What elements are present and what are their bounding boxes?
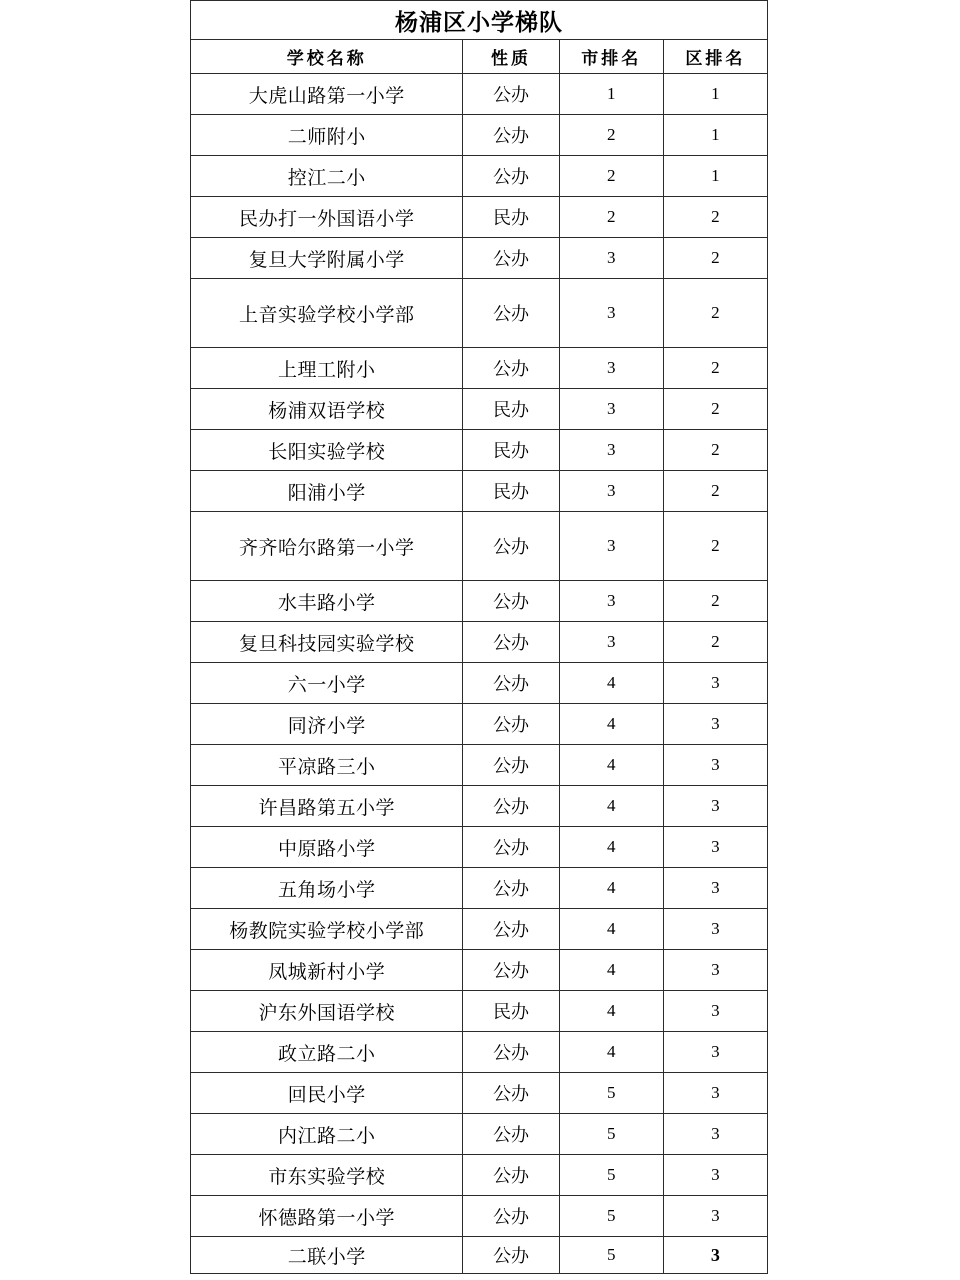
- cell-school-type: 公办: [463, 827, 559, 868]
- cell-district-rank: 3: [663, 663, 767, 704]
- cell-district-rank: 3: [663, 909, 767, 950]
- cell-school-name: 控江二小: [191, 156, 463, 197]
- table-row: [191, 1032, 768, 1073]
- cell-school-name: 上理工附小: [191, 348, 463, 389]
- cell-school-type: 公办: [463, 115, 559, 156]
- cell-district-rank: 1: [663, 115, 767, 156]
- cell-district-rank: 3: [663, 827, 767, 868]
- cell-city-rank: 3: [559, 389, 663, 430]
- cell-district-rank: 2: [663, 430, 767, 471]
- table-row: [191, 156, 768, 197]
- cell-district-rank: 1: [663, 74, 767, 115]
- page-title: 杨浦区小学梯队: [191, 1, 768, 40]
- cell-district-rank: 3: [663, 1237, 767, 1274]
- cell-district-rank: 2: [663, 197, 767, 238]
- cell-school-name: 市东实验学校: [191, 1155, 463, 1196]
- cell-school-type: 公办: [463, 1114, 559, 1155]
- cell-school-type: 公办: [463, 156, 559, 197]
- table-row: [191, 1073, 768, 1114]
- cell-district-rank: 2: [663, 348, 767, 389]
- table-row: [191, 238, 768, 279]
- cell-district-rank: 3: [663, 1196, 767, 1237]
- cell-school-type: 民办: [463, 471, 559, 512]
- table-row: [191, 389, 768, 430]
- cell-district-rank: 3: [663, 704, 767, 745]
- table-body: [191, 1, 768, 1274]
- cell-school-name: 五角场小学: [191, 868, 463, 909]
- table-row: [191, 115, 768, 156]
- cell-school-name: 杨浦双语学校: [191, 389, 463, 430]
- cell-school-name: 大虎山路第一小学: [191, 74, 463, 115]
- cell-city-rank: 3: [559, 238, 663, 279]
- cell-school-name: 二师附小: [191, 115, 463, 156]
- cell-school-name: 中原路小学: [191, 827, 463, 868]
- cell-district-rank: 2: [663, 471, 767, 512]
- cell-school-name: 六一小学: [191, 663, 463, 704]
- cell-district-rank: 3: [663, 786, 767, 827]
- table-row: [191, 430, 768, 471]
- cell-city-rank: 2: [559, 115, 663, 156]
- cell-city-rank: 5: [559, 1155, 663, 1196]
- cell-district-rank: 3: [663, 1114, 767, 1155]
- cell-district-rank: 2: [663, 512, 767, 581]
- cell-city-rank: 3: [559, 581, 663, 622]
- cell-district-rank: 2: [663, 622, 767, 663]
- cell-school-name: 长阳实验学校: [191, 430, 463, 471]
- cell-city-rank: 1: [559, 74, 663, 115]
- cell-city-rank: 5: [559, 1196, 663, 1237]
- cell-district-rank: 3: [663, 1073, 767, 1114]
- cell-school-name: 凤城新村小学: [191, 950, 463, 991]
- cell-city-rank: 2: [559, 197, 663, 238]
- cell-district-rank: 2: [663, 389, 767, 430]
- cell-city-rank: 4: [559, 827, 663, 868]
- table-row: [191, 1114, 768, 1155]
- table-row: [191, 745, 768, 786]
- table-row: [191, 1237, 768, 1274]
- cell-school-type: 公办: [463, 279, 559, 348]
- cell-school-name: 政立路二小: [191, 1032, 463, 1073]
- cell-district-rank: 2: [663, 279, 767, 348]
- column-header-type: 性质: [463, 40, 559, 74]
- table-row: [191, 622, 768, 663]
- cell-school-type: 公办: [463, 868, 559, 909]
- table-row: [191, 827, 768, 868]
- table-row: [191, 197, 768, 238]
- cell-school-type: 公办: [463, 704, 559, 745]
- cell-city-rank: 2: [559, 156, 663, 197]
- cell-city-rank: 5: [559, 1073, 663, 1114]
- cell-school-name: 怀德路第一小学: [191, 1196, 463, 1237]
- cell-district-rank: 2: [663, 581, 767, 622]
- cell-school-type: 公办: [463, 512, 559, 581]
- cell-district-rank: 1: [663, 156, 767, 197]
- cell-school-type: 公办: [463, 1237, 559, 1274]
- table-row: [191, 991, 768, 1032]
- cell-school-name: 上音实验学校小学部: [191, 279, 463, 348]
- cell-school-type: 公办: [463, 348, 559, 389]
- cell-city-rank: 4: [559, 663, 663, 704]
- cell-district-rank: 3: [663, 1155, 767, 1196]
- table-row: [191, 786, 768, 827]
- title-row: [191, 1, 768, 40]
- cell-school-type: 民办: [463, 991, 559, 1032]
- cell-school-name: 内江路二小: [191, 1114, 463, 1155]
- table-header-row: [191, 40, 768, 74]
- cell-school-type: 公办: [463, 745, 559, 786]
- cell-city-rank: 4: [559, 991, 663, 1032]
- ranking-table-container: [190, 0, 768, 1274]
- table-row: [191, 704, 768, 745]
- cell-school-type: 公办: [463, 238, 559, 279]
- cell-city-rank: 3: [559, 512, 663, 581]
- column-header-district-rank: 区排名: [663, 40, 767, 74]
- cell-school-type: 公办: [463, 663, 559, 704]
- cell-school-name: 齐齐哈尔路第一小学: [191, 512, 463, 581]
- cell-school-type: 公办: [463, 1073, 559, 1114]
- cell-school-type: 民办: [463, 430, 559, 471]
- cell-school-name: 沪东外国语学校: [191, 991, 463, 1032]
- cell-school-name: 阳浦小学: [191, 471, 463, 512]
- cell-school-name: 同济小学: [191, 704, 463, 745]
- cell-school-type: 公办: [463, 909, 559, 950]
- cell-city-rank: 4: [559, 704, 663, 745]
- cell-city-rank: 4: [559, 1032, 663, 1073]
- cell-city-rank: 4: [559, 868, 663, 909]
- cell-school-type: 公办: [463, 1155, 559, 1196]
- cell-city-rank: 4: [559, 950, 663, 991]
- cell-school-name: 回民小学: [191, 1073, 463, 1114]
- table-row: [191, 279, 768, 348]
- cell-school-type: 公办: [463, 950, 559, 991]
- cell-district-rank: 3: [663, 991, 767, 1032]
- ranking-table: [190, 0, 768, 1274]
- cell-district-rank: 3: [663, 868, 767, 909]
- cell-school-type: 公办: [463, 1032, 559, 1073]
- cell-city-rank: 4: [559, 745, 663, 786]
- cell-school-type: 民办: [463, 389, 559, 430]
- cell-school-name: 许昌路第五小学: [191, 786, 463, 827]
- cell-district-rank: 2: [663, 238, 767, 279]
- table-row: [191, 950, 768, 991]
- column-header-city-rank: 市排名: [559, 40, 663, 74]
- table-row: [191, 1196, 768, 1237]
- table-row: [191, 868, 768, 909]
- cell-city-rank: 5: [559, 1114, 663, 1155]
- cell-city-rank: 3: [559, 430, 663, 471]
- column-header-school-name: 学校名称: [191, 40, 463, 74]
- cell-district-rank: 3: [663, 745, 767, 786]
- cell-school-type: 公办: [463, 786, 559, 827]
- cell-school-name: 二联小学: [191, 1237, 463, 1274]
- cell-school-type: 民办: [463, 197, 559, 238]
- cell-city-rank: 3: [559, 348, 663, 389]
- table-row: [191, 348, 768, 389]
- cell-school-type: 公办: [463, 1196, 559, 1237]
- cell-school-name: 民办打一外国语小学: [191, 197, 463, 238]
- cell-school-name: 平凉路三小: [191, 745, 463, 786]
- table-row: [191, 663, 768, 704]
- table-row: [191, 1155, 768, 1196]
- table-row: [191, 581, 768, 622]
- cell-school-name: 杨教院实验学校小学部: [191, 909, 463, 950]
- cell-city-rank: 5: [559, 1237, 663, 1274]
- table-row: [191, 512, 768, 581]
- cell-school-name: 水丰路小学: [191, 581, 463, 622]
- table-row: [191, 909, 768, 950]
- cell-district-rank: 3: [663, 950, 767, 991]
- cell-school-type: 公办: [463, 581, 559, 622]
- cell-school-type: 公办: [463, 74, 559, 115]
- cell-city-rank: 4: [559, 786, 663, 827]
- cell-school-type: 公办: [463, 622, 559, 663]
- table-row: [191, 74, 768, 115]
- cell-school-name: 复旦科技园实验学校: [191, 622, 463, 663]
- cell-district-rank: 3: [663, 1032, 767, 1073]
- table-row: [191, 471, 768, 512]
- cell-city-rank: 3: [559, 279, 663, 348]
- cell-city-rank: 4: [559, 909, 663, 950]
- cell-city-rank: 3: [559, 471, 663, 512]
- cell-city-rank: 3: [559, 622, 663, 663]
- cell-school-name: 复旦大学附属小学: [191, 238, 463, 279]
